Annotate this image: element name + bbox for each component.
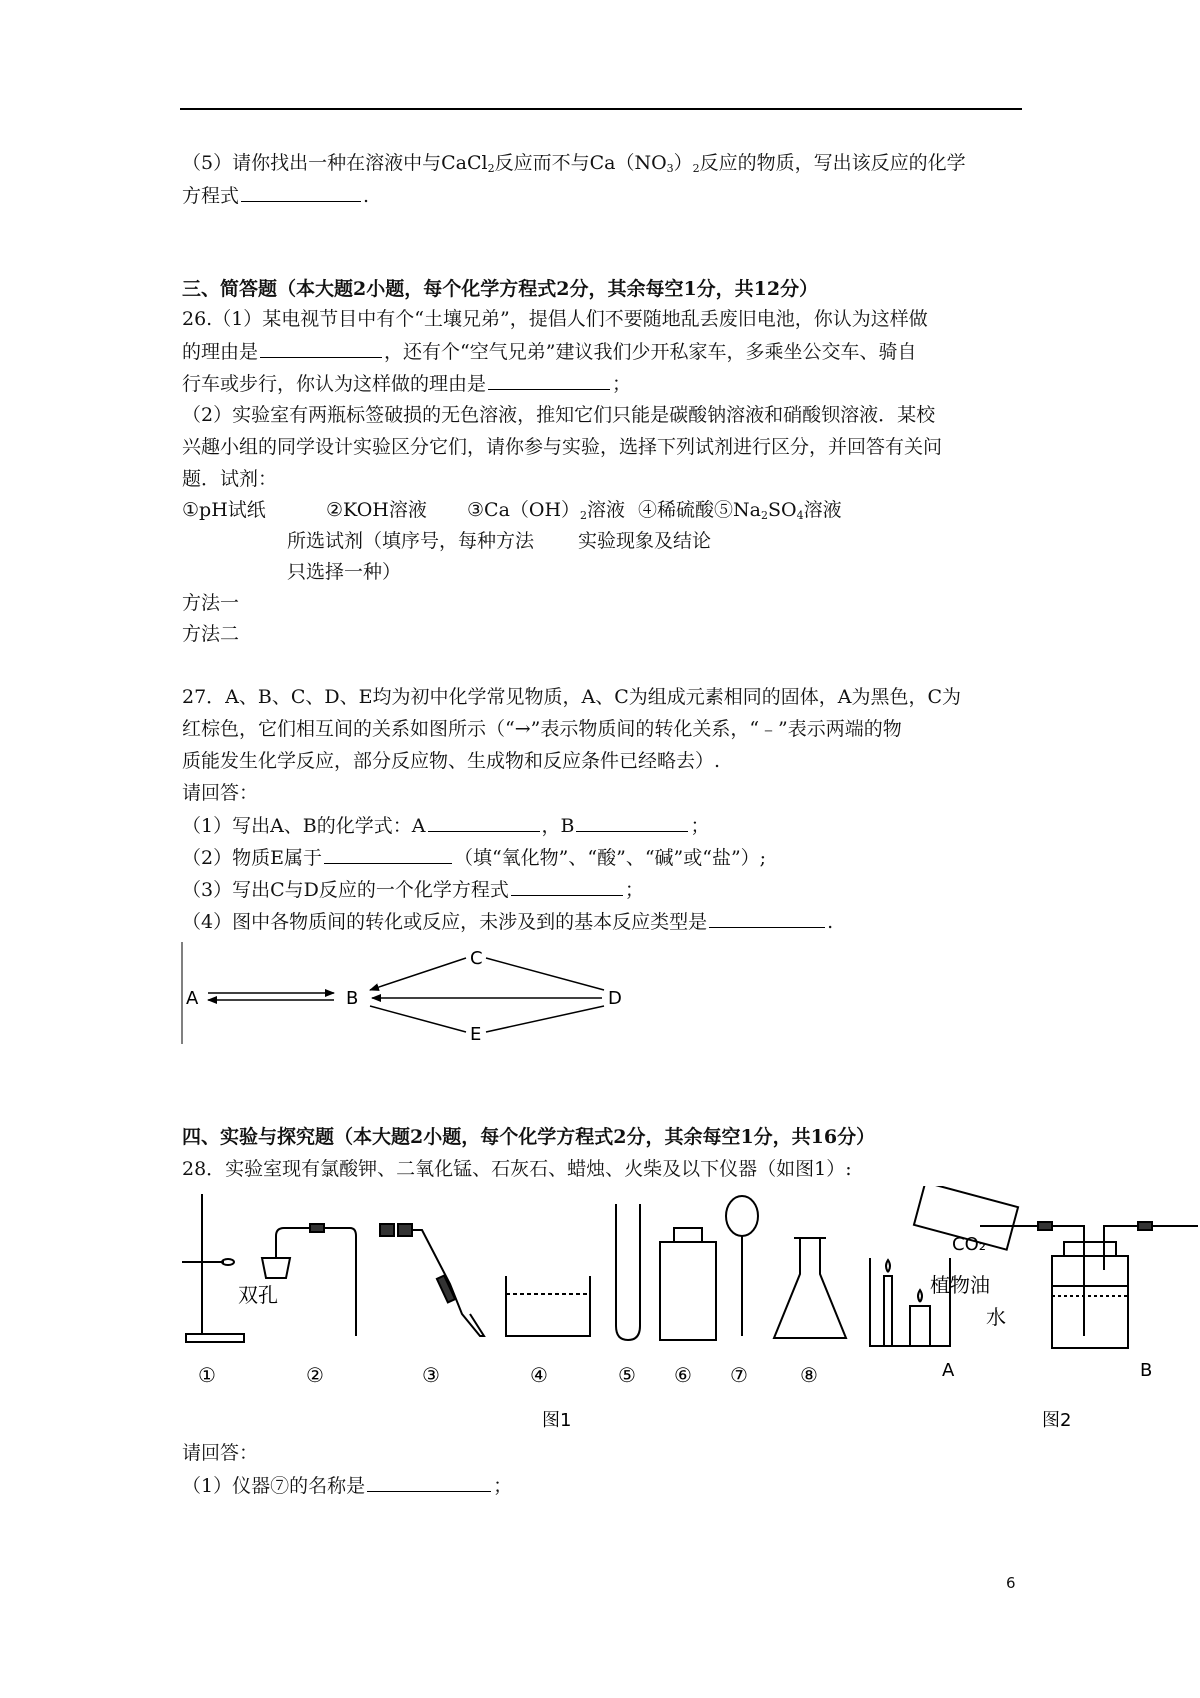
iron-stand-icon <box>182 1194 244 1342</box>
node-c: C <box>470 948 483 969</box>
q26-line6: 题．试剂： <box>182 468 278 490</box>
answer-blank[interactable] <box>488 370 610 390</box>
q26-line2 <box>182 338 916 365</box>
figure-1-caption: 图1 <box>542 1410 572 1431</box>
label-num-1: ① <box>198 1363 216 1387</box>
page-number: 6 <box>1006 1574 1016 1592</box>
text: 方程式 <box>182 185 240 207</box>
double-hole-label: 双孔 <box>238 1283 278 1307</box>
answer-blank[interactable] <box>709 908 825 928</box>
text: （1）写出A、B的化学式：A <box>182 815 426 837</box>
text: 行车或步行，你认为这样做的理由是 <box>182 373 487 395</box>
label-num-6: ⑥ <box>674 1363 692 1387</box>
line-c-d <box>486 958 604 990</box>
text: （2）物质E属于 <box>182 847 322 869</box>
text: SO <box>767 499 797 521</box>
answer-blank[interactable] <box>576 812 688 832</box>
test-tube-icon <box>616 1204 640 1340</box>
text: （5）请你找出一种在溶液中与CaCl <box>182 152 488 174</box>
reagent-list <box>182 497 266 523</box>
gas-bottle-icon <box>660 1228 716 1340</box>
subscript: 3 <box>666 162 674 175</box>
section4-title: 四、实验与探究题（本大题2小题，每个化学方程式2分，其余每空1分，共16分） <box>182 1126 876 1148</box>
long-neck-funnel-icon <box>726 1196 758 1336</box>
header-rule <box>180 108 1022 110</box>
bent-tube-icon <box>380 1224 484 1336</box>
label-num-5: ⑤ <box>618 1363 636 1387</box>
q28-line1: 28．实验室现有氯酸钾、二氧化锰、石灰石、蜡烛、火柴及以下仪器（如图1）: <box>182 1158 852 1180</box>
method-2: 方法二 <box>182 623 240 645</box>
q26-line1: 26.（1）某电视节目中有个“土壤兄弟”，提倡人们不要随地乱丢废旧电池，你认为这样做 <box>182 308 928 330</box>
relation-diagram <box>180 940 640 1050</box>
node-b: B <box>346 988 359 1009</box>
q27-line1: 27．A、B、C、D、E均为初中化学常见物质，A、C为组成元素相同的固体，A为黑色，C为 <box>182 686 962 708</box>
answer-blank[interactable] <box>260 338 382 358</box>
label-num-2: ② <box>306 1363 324 1387</box>
subscript: 2 <box>487 162 495 175</box>
q28-line3 <box>182 1472 512 1499</box>
q26-line5: 兴趣小组的同学设计实验区分它们，请你参与实验，选择下列试剂进行区分，并回答有关问 <box>182 436 943 458</box>
text: ，B <box>541 815 575 837</box>
node-a: A <box>186 988 199 1009</box>
label-num-8: ⑧ <box>800 1363 818 1387</box>
text: ） <box>673 152 693 174</box>
answer-blank[interactable] <box>511 876 623 896</box>
reagent-1: ①pH试纸 <box>182 499 266 521</box>
label-num-7: ⑦ <box>730 1363 748 1387</box>
stopper-tube-icon <box>262 1224 356 1336</box>
q27-line3: 质能发生化学反应，部分反应物、生成物和反应条件已经略去）. <box>182 750 721 772</box>
text: ； <box>624 879 644 901</box>
text: ； <box>612 373 632 395</box>
method-1: 方法一 <box>182 592 240 614</box>
text: （填“氧化物”、“酸”、“碱”或“盐”）; <box>453 847 767 869</box>
text: 的理由是 <box>182 341 259 363</box>
answer-blank[interactable] <box>241 182 361 202</box>
label-b: B <box>1140 1360 1153 1381</box>
label-a: A <box>942 1360 955 1381</box>
q25-5-line2 <box>182 182 369 209</box>
text: 反应的物质，写出该反应的化学 <box>699 152 966 174</box>
q28-line2: 请回答： <box>182 1442 259 1464</box>
text: . <box>363 185 370 207</box>
label-num-4: ④ <box>530 1363 548 1387</box>
oil-label: 植物油 <box>930 1273 990 1297</box>
q27-line6 <box>182 844 766 871</box>
text: （4）图中各物质间的转化或反应，未涉及到的基本反应类型是 <box>182 911 708 933</box>
q25-5-line1 <box>182 150 966 176</box>
section3-title: 三、简答题（本大题2小题，每个化学方程式2分，其余每空1分，共12分） <box>182 278 819 300</box>
text: ③Ca（OH） <box>467 499 581 521</box>
subscript: 2 <box>760 509 768 522</box>
figure-2-caption: 图2 <box>1042 1410 1072 1431</box>
text: ④稀硫酸 <box>638 499 715 521</box>
co2-label: CO₂ <box>952 1234 986 1255</box>
answer-blank[interactable] <box>324 844 452 864</box>
reagent-2: ②KOH溶液 <box>326 499 427 521</box>
node-d: D <box>608 988 622 1009</box>
reagent-4-5 <box>638 497 842 523</box>
arrow-c-to-b <box>370 958 466 990</box>
line-e-d <box>486 1006 604 1032</box>
subscript: 4 <box>796 509 804 522</box>
answer-blank[interactable] <box>428 812 540 832</box>
q27-line7 <box>182 876 644 903</box>
answer-blank[interactable] <box>367 1472 491 1492</box>
label-num-3: ③ <box>422 1363 440 1387</box>
text: ； <box>690 815 710 837</box>
text: . <box>827 911 834 933</box>
q27-line4: 请回答： <box>182 782 259 804</box>
node-e: E <box>470 1024 482 1045</box>
conical-flask-icon <box>774 1238 846 1338</box>
text: 溶液 <box>803 499 842 521</box>
text: 反应而不与Ca（NO <box>494 152 667 174</box>
text: ，还有个“空气兄弟”建议我们少开私家车，多乘坐公交车、骑自 <box>384 341 917 363</box>
q26-line4: （2）实验室有两瓶标签破损的无色溶液，推知它们只能是碳酸钠溶液和硝酸钡溶液．某校 <box>182 404 936 426</box>
q27-line8 <box>182 908 833 935</box>
apparatus-figure <box>180 1186 1200 1446</box>
text: （3）写出C与D反应的一个化学方程式 <box>182 879 509 901</box>
table-head-1: 所选试剂（填序号，每种方法 <box>287 530 535 552</box>
water-label: 水 <box>986 1305 1006 1329</box>
line-b-e <box>370 1006 466 1032</box>
text: ⑤Na <box>714 499 761 521</box>
q27-line5 <box>182 812 709 839</box>
reagent-3 <box>467 497 625 523</box>
table-head-3: 只选择一种） <box>287 561 402 583</box>
water-trough-icon <box>506 1276 590 1336</box>
text: ； <box>493 1475 513 1497</box>
table-head-2: 实验现象及结论 <box>578 530 712 552</box>
text: （1）仪器⑦的名称是 <box>182 1475 366 1497</box>
q27-line2: 红棕色，它们相互间的关系如图所示（“→”表示物质间的转化关系，“﹣”表示两端的物 <box>182 718 902 740</box>
oil-water-bottle-icon <box>980 1222 1198 1348</box>
subscript: 2 <box>692 162 700 175</box>
text: 溶液 <box>587 499 626 521</box>
subscript: 2 <box>580 509 588 522</box>
q26-line3 <box>182 370 631 397</box>
